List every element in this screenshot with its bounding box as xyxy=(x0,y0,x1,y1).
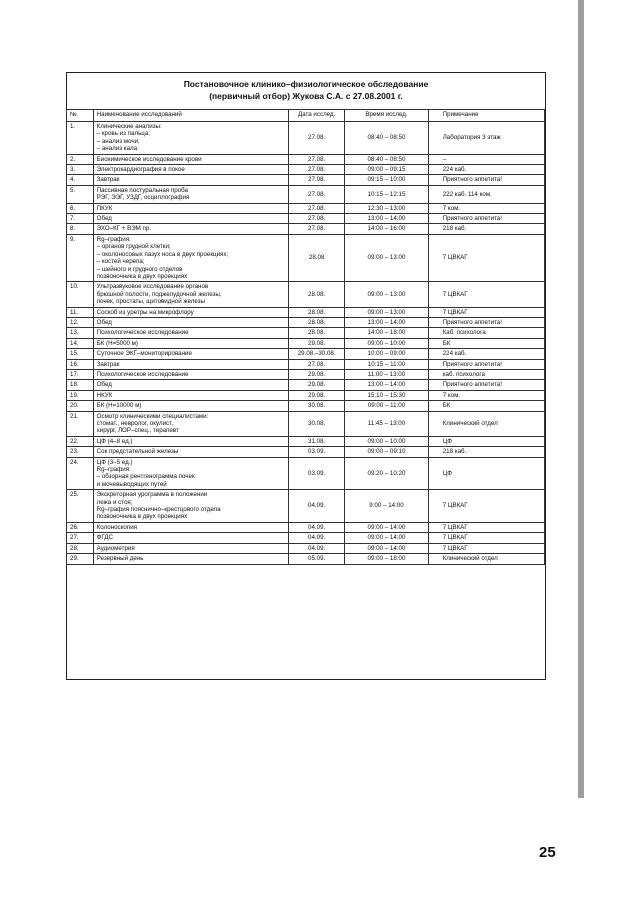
row-date: 29.08. xyxy=(289,390,345,400)
row-number: 20. xyxy=(67,401,94,411)
row-name-line: стомат., невролог, окулист, xyxy=(96,420,173,427)
row-number: 23. xyxy=(67,447,94,457)
schedule-table xyxy=(66,109,545,565)
row-name-line: НКУК xyxy=(96,391,113,399)
row-note: Клинический отдел xyxy=(428,411,544,436)
table-row xyxy=(67,122,545,155)
row-name-line: – шейного и грудного отделов xyxy=(96,265,183,273)
row-note: 7 ЦВКАГ xyxy=(428,307,544,317)
row-date: 28.08. xyxy=(289,307,345,317)
header-date: Дата исслед. xyxy=(289,110,345,122)
row-name xyxy=(93,436,288,446)
row-name xyxy=(93,522,288,532)
row-name xyxy=(93,390,288,400)
row-note: 7 ЦВКАГ xyxy=(428,490,544,523)
row-time: 11:45 – 13:00 xyxy=(345,411,428,436)
row-name-line: – костей черепа; xyxy=(96,258,145,266)
row-name xyxy=(93,282,288,307)
row-name xyxy=(93,457,288,490)
row-date: 31.08. xyxy=(289,436,345,446)
row-name xyxy=(93,543,288,553)
row-name xyxy=(93,165,288,175)
row-name-line: ЦФ (4–8 ед.) xyxy=(96,437,133,445)
table-row xyxy=(67,338,545,348)
row-date: 03.09. xyxy=(289,447,345,457)
table-row xyxy=(67,533,545,543)
row-name-line: Завтрак xyxy=(96,360,120,368)
row-time: 09:00 – 13:00 xyxy=(345,307,428,317)
row-number: 9. xyxy=(67,234,94,281)
page-number: 25 xyxy=(539,844,556,861)
header-number: № xyxy=(67,110,94,122)
row-date: 27.08. xyxy=(289,122,345,155)
row-note: 7 ЦВКАГ xyxy=(428,522,544,532)
row-name xyxy=(93,490,288,523)
row-time: 09:00 – 09:15 xyxy=(345,165,428,175)
row-time: 13:00 – 14:00 xyxy=(345,380,428,390)
row-name-line: Колоноскопия xyxy=(96,523,138,531)
row-note: Приятного аппетита! xyxy=(428,214,544,224)
row-time: 09:00 – 18:00 xyxy=(345,554,428,564)
row-name-line: Аудиометрия xyxy=(96,544,135,552)
row-note: 218 каб. xyxy=(428,224,544,234)
row-number: 18. xyxy=(67,380,94,390)
row-date: 29.08.–30.08. xyxy=(289,349,345,359)
row-time: 14:00 – 18:00 xyxy=(345,328,428,338)
row-name-line: – кровь из пальца; xyxy=(96,130,150,138)
row-time: 10:00 – 09:00 xyxy=(345,349,428,359)
header-time: Время исслед. xyxy=(345,110,428,122)
row-number: 5. xyxy=(67,185,94,203)
table-row xyxy=(67,457,545,490)
row-date: 04.09. xyxy=(289,533,345,543)
row-name xyxy=(93,203,288,213)
row-number: 21. xyxy=(67,411,94,436)
table-row xyxy=(67,328,545,338)
row-time: 09:00 – 13:00 xyxy=(345,234,428,281)
row-date: 28.08. xyxy=(289,328,345,338)
row-name-line: Резервный день xyxy=(96,555,144,563)
table-row xyxy=(67,349,545,359)
row-name-line: Осмотр клиническими специалистами: xyxy=(96,412,209,420)
row-name-line: хирург, ЛОР–спец., терапевт xyxy=(96,427,179,435)
row-number: 6. xyxy=(67,203,94,213)
row-time: 13:00 – 14:00 xyxy=(345,214,428,224)
row-number: 12. xyxy=(67,317,94,327)
row-note: 7 ком. xyxy=(428,390,544,400)
row-date: 05.09. xyxy=(289,554,345,564)
row-name-line: ФГДС xyxy=(96,534,113,542)
row-name-line: – анализ мочи; xyxy=(96,137,140,145)
table-row xyxy=(67,543,545,553)
row-date: 27.08. xyxy=(289,175,345,185)
row-number: 11. xyxy=(67,307,94,317)
row-time: 09:20 – 10:20 xyxy=(345,457,428,490)
table-row xyxy=(67,214,545,224)
table-row xyxy=(67,175,545,185)
table-row xyxy=(67,165,545,175)
row-date: 27.08. xyxy=(289,165,345,175)
table-body xyxy=(67,122,545,565)
row-note: 218 каб. xyxy=(428,447,544,457)
row-name xyxy=(93,175,288,185)
row-name-line: РЭГ, ЭЭГ, УЗДГ, осциллография xyxy=(96,194,190,202)
row-time: 10:15 – 11:00 xyxy=(345,359,428,369)
row-number: 16. xyxy=(67,359,94,369)
table-row xyxy=(67,390,545,400)
row-name-line: Обед xyxy=(96,215,112,223)
row-name-line: – околоносовых пазух носа в двух проекциях; xyxy=(96,250,229,258)
table-row xyxy=(67,380,545,390)
row-date: 29.08. xyxy=(289,380,345,390)
row-name-line: ЭХО–КГ + ВЭМ пр. xyxy=(96,225,152,233)
row-note: ЦФ xyxy=(428,457,544,490)
row-name-line: Rg–графия: xyxy=(96,235,131,243)
row-name-line: БК (Н=10000 м) xyxy=(96,402,142,410)
row-name-line: Электрокардиография в покое xyxy=(96,166,185,174)
row-name-line: Суточное ЭКГ–мониторирование xyxy=(96,350,192,358)
row-note: 224 каб. xyxy=(428,349,544,359)
row-name xyxy=(93,349,288,359)
row-name-line: Обед xyxy=(96,381,112,389)
row-date: 29.08. xyxy=(289,369,345,379)
row-name-line: Rg–графия пояснично–крестцового отдела xyxy=(96,506,221,514)
schedule-frame xyxy=(66,72,546,680)
row-time: 09:00 – 10:00 xyxy=(345,338,428,348)
table-row xyxy=(67,369,545,379)
row-time: 09:00 – 09:10 xyxy=(345,447,428,457)
row-note: Приятного аппетита! xyxy=(428,175,544,185)
row-time: 09:00 – 14:00 xyxy=(345,543,428,553)
row-name-line: лежа и стоя; xyxy=(96,498,133,506)
row-date: 29.08. xyxy=(289,338,345,348)
row-date: 04.09. xyxy=(289,522,345,532)
row-time: 11:00 – 13:00 xyxy=(345,369,428,379)
row-date: 27.08. xyxy=(289,224,345,234)
table-row xyxy=(67,154,545,164)
row-note: Лаборатория 3 этаж xyxy=(428,122,544,155)
row-name xyxy=(93,122,288,155)
row-note: Приятного аппетита! xyxy=(428,380,544,390)
row-number: 19. xyxy=(67,390,94,400)
row-date: 30.08. xyxy=(289,401,345,411)
row-name xyxy=(93,185,288,203)
row-name-line: Биохимическое исследование крови xyxy=(96,155,202,163)
row-name xyxy=(93,447,288,457)
row-note: 7 ком. xyxy=(428,203,544,213)
row-name-line: Экскреторная урограмма в положении xyxy=(96,491,208,499)
row-name xyxy=(93,234,288,281)
row-note: 222 каб. 114 ком. xyxy=(428,185,544,203)
row-note: Каб. психолога xyxy=(428,328,544,338)
table-row xyxy=(67,436,545,446)
row-number: 10. xyxy=(67,282,94,307)
row-date: 04.09. xyxy=(289,543,345,553)
row-name xyxy=(93,401,288,411)
table-header-row xyxy=(67,110,545,122)
row-name xyxy=(93,380,288,390)
row-note: Приятного аппетита! xyxy=(428,359,544,369)
row-name xyxy=(93,554,288,564)
row-time: 09:00 – 14:00 xyxy=(345,533,428,543)
row-note: – xyxy=(428,154,544,164)
row-date: 28.08 xyxy=(289,234,345,281)
row-name-line: позвоночника в двух проекциях xyxy=(96,513,188,521)
row-date: 27.08. xyxy=(289,154,345,164)
row-date: 28.08. xyxy=(289,317,345,327)
table-row xyxy=(67,224,545,234)
row-name-line: Клинические анализы: xyxy=(96,123,162,130)
row-name xyxy=(93,411,288,436)
table-row xyxy=(67,554,545,564)
row-number: 2. xyxy=(67,154,94,164)
row-name-line: Соскоб из уретры на микрофлору xyxy=(96,308,194,316)
row-number: 14. xyxy=(67,338,94,348)
row-time: 09:00 – 11:00 xyxy=(345,401,428,411)
row-note: 7 ЦВКАГ xyxy=(428,234,544,281)
row-name-line: и мочевыводящих путей xyxy=(96,480,167,488)
row-number: 25. xyxy=(67,490,94,523)
row-date: 03.09. xyxy=(289,457,345,490)
row-time: 14:00 – 16:00 xyxy=(345,224,428,234)
row-name-line: Пассивная постуральная проба xyxy=(96,186,188,194)
row-name-line: БК (Н=5000 м) xyxy=(96,339,138,347)
table-row xyxy=(67,203,545,213)
row-note: БК xyxy=(428,401,544,411)
row-date: 28.08. xyxy=(289,282,345,307)
row-name-line: Завтрак xyxy=(96,176,120,184)
table-row xyxy=(67,411,545,436)
table-row xyxy=(67,490,545,523)
row-name-line: Обед xyxy=(96,318,112,326)
row-name xyxy=(93,307,288,317)
table-row xyxy=(67,401,545,411)
row-name-line: ПКУК xyxy=(96,204,113,212)
row-number: 28. xyxy=(67,543,94,553)
row-name-line: – обзорная рентгенограмма почек xyxy=(96,473,195,481)
row-name-line: позвоночника в двух проекциях xyxy=(96,272,188,280)
row-name-line: – органов грудной клетки; xyxy=(96,243,171,251)
row-number: 7. xyxy=(67,214,94,224)
row-name xyxy=(93,328,288,338)
row-name xyxy=(93,533,288,543)
row-name-line: Психологическое исследование xyxy=(96,370,189,378)
row-date: 04.09. xyxy=(289,490,345,523)
row-number: 15. xyxy=(67,349,94,359)
table-row xyxy=(67,447,545,457)
row-number: 29. xyxy=(67,554,94,564)
row-note: Клинический отдел xyxy=(428,554,544,564)
row-time: 13:00 – 14:00 xyxy=(345,317,428,327)
table-row xyxy=(67,317,545,327)
row-number: 24. xyxy=(67,457,94,490)
row-note: каб. психолога xyxy=(428,369,544,379)
row-number: 17. xyxy=(67,369,94,379)
row-note: Приятного аппетита! xyxy=(428,317,544,327)
row-time: 9:00 – 14:00 xyxy=(345,490,428,523)
row-date: 27.08. xyxy=(289,203,345,213)
row-time: 09:00 – 10:00 xyxy=(345,436,428,446)
row-time: 10:15 – 12:15 xyxy=(345,185,428,203)
row-note: 7 ЦВКАГ xyxy=(428,533,544,543)
row-time: 09:00 – 14:00 xyxy=(345,522,428,532)
header-name: Наименование исследований xyxy=(93,110,288,122)
row-time: 08:40 – 08:50 xyxy=(345,154,428,164)
document-title xyxy=(67,78,545,102)
table-row xyxy=(67,307,545,317)
row-number: 26. xyxy=(67,522,94,532)
row-note: 7 ЦВКАГ xyxy=(428,282,544,307)
row-number: 3. xyxy=(67,165,94,175)
row-time: 09:15 – 10:00 xyxy=(345,175,428,185)
row-name-line: – анализ кала xyxy=(96,145,138,153)
row-date: 27.08. xyxy=(289,359,345,369)
row-number: 8. xyxy=(67,224,94,234)
row-name xyxy=(93,317,288,327)
row-name-line: ЦФ (3–5 ед.) xyxy=(96,458,133,466)
row-note: 7 ЦВКАГ xyxy=(428,543,544,553)
title-line-1: Постановочное клинико–физиологическое обследование xyxy=(183,79,429,89)
row-name xyxy=(93,214,288,224)
row-date: 27.08. xyxy=(289,185,345,203)
row-name-line: Сок предстательной железы xyxy=(96,448,179,456)
row-name xyxy=(93,338,288,348)
row-name-line: Rg–графия: xyxy=(96,466,131,474)
side-bar-stripe xyxy=(578,0,584,798)
row-name xyxy=(93,224,288,234)
row-name-line: почек, простаты, щитовидной железы xyxy=(96,298,205,306)
row-time: 15:10 – 15:30 xyxy=(345,390,428,400)
row-name-line: Психологическое исследование xyxy=(96,329,189,337)
row-name xyxy=(93,359,288,369)
row-note: БК xyxy=(428,338,544,348)
row-number: 4. xyxy=(67,175,94,185)
row-note: ЦФ xyxy=(428,436,544,446)
table-row xyxy=(67,234,545,281)
row-date: 30.08. xyxy=(289,411,345,436)
header-note: Примечание xyxy=(428,110,544,122)
row-number: 1. xyxy=(67,122,94,155)
table-row xyxy=(67,359,545,369)
row-note: 224 каб. xyxy=(428,165,544,175)
row-time: 08:40 – 08:50 xyxy=(345,122,428,155)
row-name xyxy=(93,154,288,164)
table-row xyxy=(67,282,545,307)
table-row xyxy=(67,185,545,203)
row-time: 09:00 – 13:00 xyxy=(345,282,428,307)
table-row xyxy=(67,522,545,532)
row-name-line: брюшной полости, поджелудочной железы, xyxy=(96,290,222,298)
row-date: 27.08. xyxy=(289,214,345,224)
row-time: 12:30 – 13:00 xyxy=(345,203,428,213)
title-line-2: (первичный отбор) Жукова С.А. с 27.08.2001 г. xyxy=(209,91,403,101)
row-name-line: Ультразвуковое исследование органов xyxy=(96,283,209,291)
row-name xyxy=(93,369,288,379)
row-number: 13. xyxy=(67,328,94,338)
row-number: 22. xyxy=(67,436,94,446)
row-number: 27. xyxy=(67,533,94,543)
